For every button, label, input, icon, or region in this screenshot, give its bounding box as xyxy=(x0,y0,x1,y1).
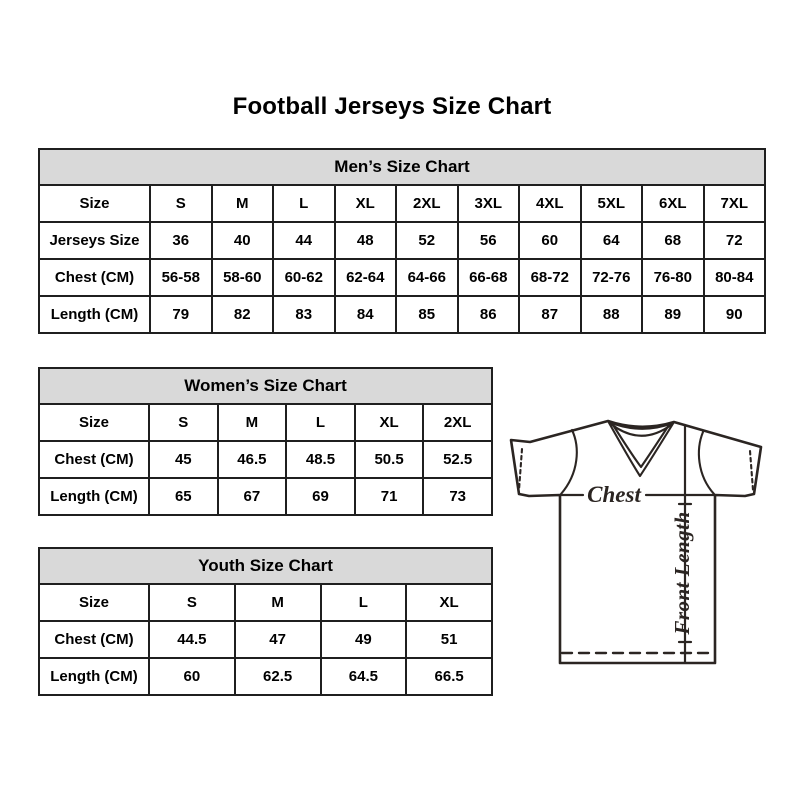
value-cell: 87 xyxy=(519,296,581,333)
value-cell: 64 xyxy=(581,222,643,259)
value-cell: 4XL xyxy=(519,185,581,222)
value-cell: M xyxy=(235,584,321,621)
value-cell: 50.5 xyxy=(355,441,424,478)
right-cuff-dashed-line xyxy=(750,451,753,490)
value-cell: 40 xyxy=(212,222,274,259)
value-cell: 64-66 xyxy=(396,259,458,296)
value-cell: 71 xyxy=(355,478,424,515)
table-row xyxy=(39,584,492,621)
left-cuff-dashed-line xyxy=(519,449,522,490)
page-title: Football Jerseys Size Chart xyxy=(232,93,552,120)
row-header-cell: Size xyxy=(39,185,150,222)
value-cell: 62-64 xyxy=(335,259,397,296)
row-header-cell: Size xyxy=(39,584,149,621)
value-cell: XL xyxy=(406,584,492,621)
value-cell: 88 xyxy=(581,296,643,333)
value-cell: 80-84 xyxy=(704,259,766,296)
row-header-cell: Chest (CM) xyxy=(39,441,149,478)
value-cell: 48 xyxy=(335,222,397,259)
value-cell: 6XL xyxy=(642,185,704,222)
value-cell: 36 xyxy=(150,222,212,259)
value-cell: 2XL xyxy=(423,404,492,441)
value-cell: 62.5 xyxy=(235,658,321,695)
row-header-cell: Length (CM) xyxy=(39,478,149,515)
value-cell: 66-68 xyxy=(458,259,520,296)
value-cell: 2XL xyxy=(396,185,458,222)
value-cell: 83 xyxy=(273,296,335,333)
value-cell: 76-80 xyxy=(642,259,704,296)
value-cell: S xyxy=(149,584,235,621)
youth-size-table xyxy=(38,547,493,696)
value-cell: 85 xyxy=(396,296,458,333)
value-cell: 84 xyxy=(335,296,397,333)
value-cell: 90 xyxy=(704,296,766,333)
table-row xyxy=(39,478,492,515)
value-cell: 72-76 xyxy=(581,259,643,296)
value-cell: 64.5 xyxy=(321,658,407,695)
table-row xyxy=(39,621,492,658)
table-title: Women’s Size Chart xyxy=(39,368,492,404)
value-cell: 52 xyxy=(396,222,458,259)
womens-size-table xyxy=(38,367,493,516)
table-row xyxy=(39,441,492,478)
value-cell: 47 xyxy=(235,621,321,658)
value-cell: 48.5 xyxy=(286,441,355,478)
value-cell: 65 xyxy=(149,478,218,515)
value-cell: 66.5 xyxy=(406,658,492,695)
row-header-cell: Length (CM) xyxy=(39,658,149,695)
value-cell: 56 xyxy=(458,222,520,259)
right-armhole-seam xyxy=(699,432,714,494)
value-cell: 60-62 xyxy=(273,259,335,296)
value-cell: 82 xyxy=(212,296,274,333)
value-cell: 68 xyxy=(642,222,704,259)
value-cell: XL xyxy=(355,404,424,441)
value-cell: XL xyxy=(335,185,397,222)
value-cell: 3XL xyxy=(458,185,520,222)
value-cell: 58-60 xyxy=(212,259,274,296)
row-header-cell: Jerseys Size xyxy=(39,222,150,259)
value-cell: 7XL xyxy=(704,185,766,222)
value-cell: L xyxy=(286,404,355,441)
value-cell: 68-72 xyxy=(519,259,581,296)
front-length-label: Front Length xyxy=(670,511,694,635)
value-cell: 60 xyxy=(519,222,581,259)
jersey-measurement-diagram xyxy=(500,405,790,695)
value-cell: 86 xyxy=(458,296,520,333)
value-cell: 60 xyxy=(149,658,235,695)
value-cell: 89 xyxy=(642,296,704,333)
value-cell: S xyxy=(150,185,212,222)
chest-label: Chest xyxy=(587,482,641,507)
value-cell: 44 xyxy=(273,222,335,259)
value-cell: 46.5 xyxy=(218,441,287,478)
value-cell: 69 xyxy=(286,478,355,515)
value-cell: 67 xyxy=(218,478,287,515)
table-row xyxy=(39,404,492,441)
value-cell: 72 xyxy=(704,222,766,259)
row-header-cell: Chest (CM) xyxy=(39,259,150,296)
row-header-cell: Length (CM) xyxy=(39,296,150,333)
value-cell: 79 xyxy=(150,296,212,333)
table-row xyxy=(39,259,765,296)
value-cell: 52.5 xyxy=(423,441,492,478)
value-cell: M xyxy=(218,404,287,441)
table-row xyxy=(39,185,765,222)
value-cell: 51 xyxy=(406,621,492,658)
left-armhole-seam xyxy=(561,430,577,494)
value-cell: 49 xyxy=(321,621,407,658)
value-cell: M xyxy=(212,185,274,222)
value-cell: L xyxy=(321,584,407,621)
value-cell: 44.5 xyxy=(149,621,235,658)
jersey-outline-icon xyxy=(511,421,761,663)
row-header-cell: Chest (CM) xyxy=(39,621,149,658)
value-cell: 5XL xyxy=(581,185,643,222)
table-row xyxy=(39,658,492,695)
table-row xyxy=(39,222,765,259)
value-cell: 73 xyxy=(423,478,492,515)
table-title: Men’s Size Chart xyxy=(39,149,765,185)
mens-size-table xyxy=(38,148,766,334)
table-title: Youth Size Chart xyxy=(39,548,492,584)
value-cell: 45 xyxy=(149,441,218,478)
row-header-cell: Size xyxy=(39,404,149,441)
table-row xyxy=(39,296,765,333)
value-cell: 56-58 xyxy=(150,259,212,296)
value-cell: S xyxy=(149,404,218,441)
value-cell: L xyxy=(273,185,335,222)
